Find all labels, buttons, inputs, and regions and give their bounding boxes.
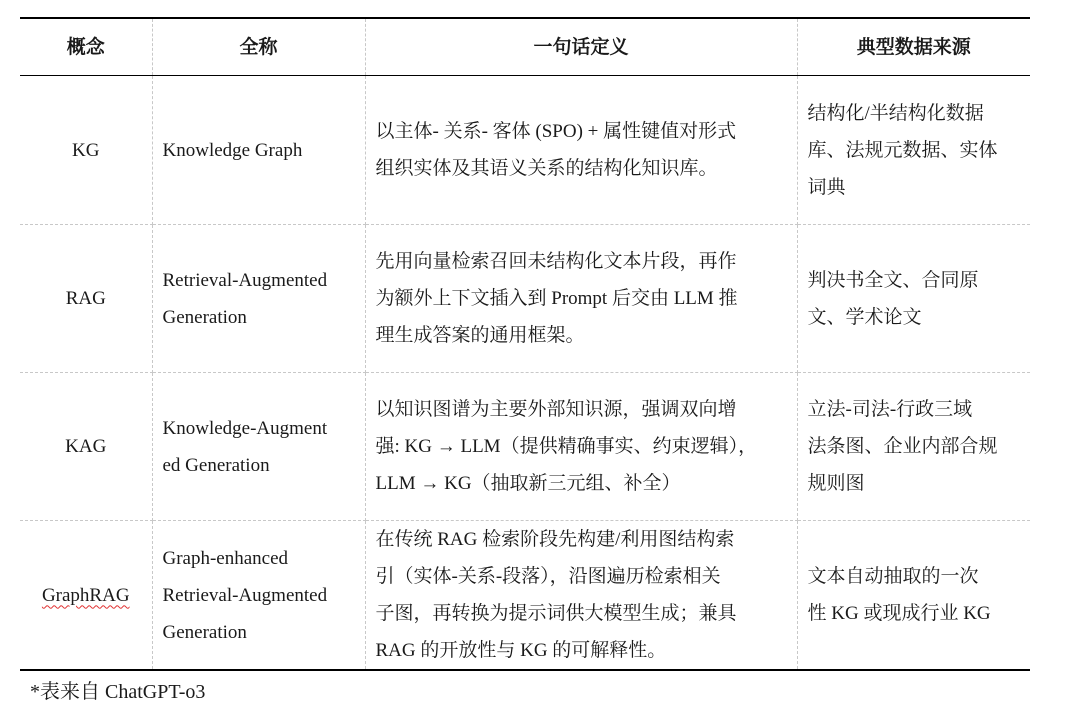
definition-line: 先用向量检索召回未结构化文本片段，再作 [375, 251, 737, 272]
sources-line: 性 KG 或现成行业 KG [807, 603, 991, 624]
sources-cell [797, 373, 1030, 521]
sources-line: 文、学术论文 [807, 306, 922, 328]
table-row [20, 373, 1030, 521]
definition-line: 以主体- 关系- 客体 (SPO) + 属性键值对形式 [375, 121, 737, 142]
concept-cell: KAG [20, 373, 152, 521]
header-data-sources: 典型数据来源 [797, 18, 1030, 76]
sources-cell [797, 521, 1030, 671]
header-full-name: 全称 [152, 18, 365, 76]
sources-line: 词典 [807, 176, 846, 198]
sources-line: 立法-司法-行政三域 [807, 399, 973, 420]
full-name-cell [152, 373, 365, 521]
full-name-cell [152, 225, 365, 373]
sources-line: 库、法规元数据、实体 [807, 139, 998, 161]
sources-line: 判决书全文、合同原 [807, 269, 979, 291]
table-row [20, 76, 1030, 225]
definition-cell [365, 521, 797, 671]
full-name-line: Retrieval-Augmented [162, 584, 328, 606]
full-name-line: Generation [162, 621, 247, 643]
table-footnote: *表来自 ChatGPT-o3 [30, 681, 206, 703]
table-row [20, 225, 1030, 373]
concept-comparison-table [20, 17, 1030, 671]
full-name-line: Graph-enhanced [162, 547, 289, 569]
sources-cell [797, 225, 1030, 373]
concept-text-spellcheck-underlined: GraphRAG [41, 584, 130, 606]
sources-line: 规则图 [807, 473, 865, 494]
definition-cell [365, 225, 797, 373]
sources-cell [797, 76, 1030, 225]
full-name-line: ed Generation [162, 454, 270, 476]
concept-cell: KG [20, 76, 152, 225]
definition-line: LLM → KG（抽取新三元组、补全） [375, 473, 681, 494]
header-concept: 概念 [20, 18, 152, 76]
full-name-line: Generation [162, 306, 247, 328]
concept-cell [20, 521, 152, 671]
definition-line: 理生成答案的通用框架。 [375, 325, 585, 346]
full-name-cell [152, 76, 365, 225]
definition-cell [365, 76, 797, 225]
definition-line: 子图，再转换为提示词供大模型生成；兼具 [375, 603, 737, 624]
table-row [20, 521, 1030, 671]
full-name-line: Knowledge-Augment [162, 417, 328, 439]
header-definition: 一句话定义 [365, 18, 797, 76]
sources-line: 文本自动抽取的一次 [807, 566, 979, 587]
definition-line: 为额外上下文插入到 Prompt 后交由 LLM 推 [375, 288, 738, 309]
full-name-line: Retrieval-Augmented [162, 269, 328, 291]
definition-line: 引（实体-关系-段落），沿图遍历检索相关 [375, 566, 721, 587]
definition-cell [365, 373, 797, 521]
full-name-line: Knowledge Graph [162, 139, 303, 161]
definition-line: 组织实体及其语义关系的结构化知识库。 [375, 158, 718, 179]
concept-cell: RAG [20, 225, 152, 373]
definition-line: RAG 的开放性与 KG 的可解释性。 [375, 640, 667, 661]
table-header-row [20, 18, 1030, 76]
sources-line: 法条图、企业内部合规 [807, 436, 998, 457]
sources-line: 结构化/半结构化数据 [807, 102, 984, 124]
definition-line: 强: KG → LLM（提供精确事实、约束逻辑）， [375, 436, 758, 457]
definition-line: 在传统 RAG 检索阶段先构建/利用图结构索 [375, 529, 735, 550]
definition-line: 以知识图谱为主要外部知识源，强调双向增 [375, 399, 737, 420]
full-name-cell [152, 521, 365, 671]
